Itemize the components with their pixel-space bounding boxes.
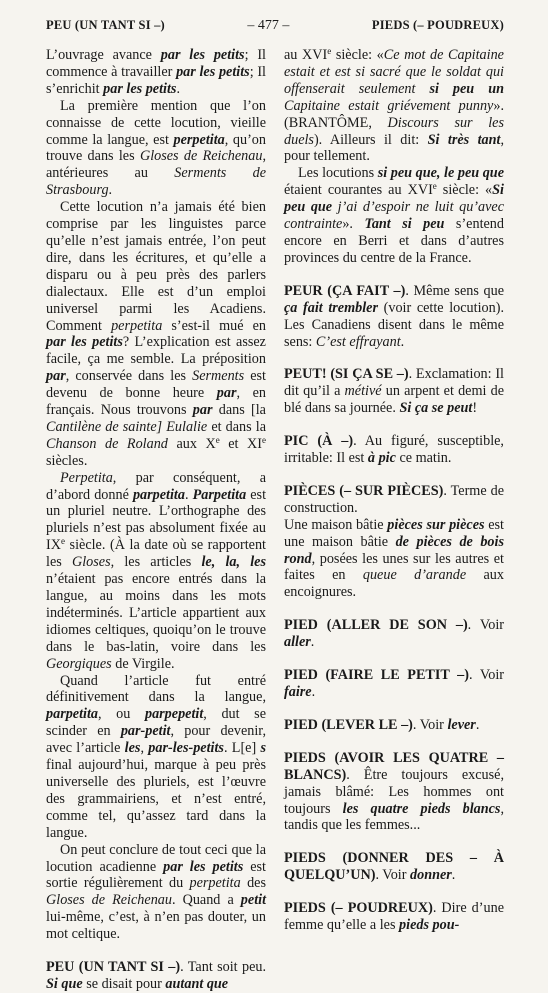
text-run: métivé <box>344 383 382 400</box>
header-left-entry: PEU (UN TANT SI –) <box>46 18 165 32</box>
text-run: par <box>46 368 66 385</box>
entry-headword: PIEDS (DONNER DES – À QUELQU’UN) <box>284 850 504 884</box>
paragraph-article <box>46 673 266 842</box>
entry-pied-faire <box>284 667 504 701</box>
entry-pieds-avoir <box>284 750 504 835</box>
text-run: ce matin. <box>395 450 452 467</box>
text-run: , pour tellement. <box>284 131 505 165</box>
text-run: faire <box>284 684 312 700</box>
text-run: siècle. (À la date où se rapportent les <box>46 537 266 571</box>
text-run: . <box>310 634 315 651</box>
text-run: Quand l’article fut entré définitivement dans la langue, <box>46 672 266 706</box>
text-run: par les petits <box>176 63 250 80</box>
text-run: ). Ailleurs il dit: <box>313 131 428 148</box>
text-run: , antérieures au <box>46 148 267 182</box>
text-run: j’ai d’espoir ne luit qu’avec contrainte <box>284 199 505 233</box>
right-column <box>284 47 504 934</box>
text-run: ; Il s’enrichit <box>46 63 266 97</box>
paragraph-explanation <box>46 199 266 470</box>
text-run: , qu’on trouve dans les <box>46 131 266 165</box>
text-run: un arpent et demi de blé dans sa journée. <box>284 383 504 417</box>
text-run: de Virgile. <box>111 655 175 672</box>
text-run: par-petit <box>120 723 171 740</box>
entry-pieds-donner <box>284 850 504 884</box>
text-run: autant que <box>165 975 229 992</box>
text-run: le, la, les <box>201 554 266 571</box>
paragraph-first-mention <box>46 98 266 199</box>
text-run: s’entend encore en Berri et dans d’autres provinces du centre de la France. <box>284 216 504 266</box>
text-run: si peu un <box>429 80 504 97</box>
entry-headword: PIC (À –) <box>284 433 354 450</box>
text-run: petit <box>240 892 267 909</box>
text-run: parpepetit <box>144 706 204 723</box>
entry-headword: PEU (UN TANT SI –) <box>46 959 181 976</box>
entry-pied-aller <box>284 617 504 651</box>
text-run: Gloses de Reichenau <box>139 148 263 165</box>
text-run: . Voir <box>412 716 448 733</box>
text-run: les quatre pieds blancs <box>342 800 501 817</box>
text-run: Si peu que <box>284 182 504 216</box>
paragraph-locutions <box>284 165 504 266</box>
text-run: ? L’explication est assez facile, ça me semble. La préposition <box>46 334 266 368</box>
entry-headword: PIED (LEVER LE –) <box>284 716 413 733</box>
text-run: . <box>451 867 456 884</box>
text-run: ! <box>472 400 478 417</box>
paragraph-examples <box>46 47 266 98</box>
entry-peut <box>284 366 504 417</box>
entry-pieces <box>284 483 504 517</box>
entry-headword: PIED (ALLER DE SON –) <box>284 617 468 634</box>
text-run: ». <box>342 216 365 233</box>
entry-peu-un-tant-si <box>46 959 266 993</box>
text-run: dans [la <box>212 402 266 419</box>
text-run: Perpetita <box>60 469 113 486</box>
text-run: perpetita <box>173 131 225 148</box>
text-run: , par conséquent, a d’abord donné <box>46 469 266 503</box>
text-run: . Au figuré, susceptible, irritable: Il est <box>284 433 504 467</box>
text-run: pièces sur pièces <box>387 516 485 533</box>
text-run: (voir cette locution). Les Canadiens disent dans le même sens: <box>284 299 504 350</box>
page-number: – 477 – <box>247 18 290 33</box>
text-run: C’est effrayant <box>315 333 401 350</box>
text-run: ». (BRANTÔME, <box>284 97 504 131</box>
text-run: Si ça se peut <box>399 400 473 417</box>
text-run: lever <box>447 716 476 733</box>
text-run: . Quand a <box>171 892 241 909</box>
paragraph-brantome <box>284 47 504 165</box>
text-run: des <box>240 875 266 892</box>
text-run: . Voir <box>375 867 410 884</box>
text-run: La première mention que l’on connaisse de cette locution, vieille comme la langue, est <box>46 97 266 148</box>
text-run: Si que <box>46 975 83 992</box>
text-run: final aujourd’hui, marque à peu près universelle des pluriels, est l’œuvre des grammairiens, et n’est entré, comme tel, qu’assez tard dans la langue. <box>46 757 266 841</box>
text-run: e <box>262 434 267 445</box>
text-run: . <box>176 80 180 97</box>
text-run: par les petits <box>103 80 177 97</box>
text-run: est devenu de bonne heure <box>46 368 266 402</box>
text-run: Serments de Strasbourg <box>46 165 267 199</box>
text-run: est un pluriel neutre. L’orthographe des pluriels n’est pas absolument fixée au IX <box>46 486 267 554</box>
text-run: . Voir <box>468 667 505 684</box>
text-run: Tant si peu <box>364 216 445 233</box>
text-run: Si très tant <box>427 131 501 148</box>
text-run: . L[e] <box>223 740 261 757</box>
text-run: , en français. Nous trouvons <box>46 385 266 419</box>
text-run: . Tant soit peu. <box>180 959 267 976</box>
text-run: de pièces de bois rond <box>284 533 504 567</box>
paragraph-conclusion <box>46 842 266 943</box>
text-run: e <box>215 434 220 445</box>
text-run: ; Il commence à travailler <box>46 47 266 80</box>
text-run: ça fait trembler <box>284 299 378 316</box>
text-run: aller <box>284 634 311 651</box>
text-run: donner <box>410 867 452 884</box>
text-run: et dans la <box>207 418 266 435</box>
text-run: . <box>311 684 316 700</box>
entry-headword: PIEDS (AVOIR LES QUATRE – BLANCS) <box>284 749 504 783</box>
text-run: , posées les unes sur les autres et faites en <box>284 550 504 584</box>
text-run: Ce mot de Capitaine estait et est si sacré que le soldat qui offenserait seulement <box>284 47 504 97</box>
text-run: e <box>432 181 437 192</box>
text-run: Les locutions <box>298 165 378 182</box>
text-run: Serments <box>192 368 245 385</box>
text-run: , ou <box>98 706 145 723</box>
text-run: Capitaine estait griévement punny <box>284 97 494 114</box>
text-run: L’ouvrage avance <box>46 47 161 63</box>
text-run: . Être toujours excusé, jamais blâmé: Les hommes ont toujours <box>284 766 504 817</box>
text-run: Georgiques <box>46 655 112 672</box>
entry-pieds-poudreux <box>284 900 504 934</box>
text-run: Gloses <box>71 554 111 571</box>
text-run: par <box>216 385 237 402</box>
entry-headword: PIÈCES (– SUR PIÈCES) <box>284 482 444 499</box>
text-run: . Exclamation: Il dit qu’il a <box>284 366 504 400</box>
text-run: , pour devenir, avec l’article <box>46 723 266 757</box>
text-run: , tandis que les femmes... <box>284 800 504 834</box>
running-header <box>46 18 504 36</box>
text-run: par les petits <box>160 47 245 63</box>
entry-headword: PEUT! (SI ÇA SE –) <box>284 366 409 383</box>
text-run: Cantilène de sainte] Eulalie <box>46 418 208 435</box>
entry-headword: PIED (FAIRE LE PETIT –) <box>284 667 469 684</box>
text-run: par <box>192 402 213 419</box>
text-run: Une maison bâtie <box>284 516 388 533</box>
text-run: par les petits <box>46 334 123 351</box>
text-run: . Voir <box>467 617 505 634</box>
entry-pic <box>284 433 504 467</box>
text-run: Gloses de Reichenau <box>46 892 172 909</box>
text-run: aux X <box>167 435 216 452</box>
text-run: pieds pou- <box>399 917 460 934</box>
header-right-entry: PIEDS (– POUDREUX) <box>371 18 504 32</box>
text-run: Discours sur les duels <box>284 114 504 148</box>
text-run: siècles. <box>46 452 88 469</box>
paragraph-perpetita <box>46 470 266 673</box>
text-run: , les articles <box>110 554 202 571</box>
text-run: siècle: « <box>331 47 384 63</box>
text-run: parpetita <box>46 706 99 723</box>
text-run: , conservée dans les <box>65 368 193 385</box>
entry-pied-lever <box>284 717 504 734</box>
text-run: au XVI <box>284 47 328 63</box>
text-run: queue d’arande <box>362 567 467 584</box>
text-run: siècle: « <box>436 182 493 199</box>
text-run: est sortie régulièrement du <box>46 858 266 892</box>
text-run: . <box>184 486 193 503</box>
entry-headword: PEUR (ÇA FAIT –) <box>284 282 406 299</box>
text-run: s <box>260 740 267 757</box>
text-run: les <box>124 740 141 757</box>
text-run: . Terme de construction. <box>284 482 504 516</box>
text-run: perpetita <box>111 317 163 334</box>
text-run: à pic <box>367 450 396 467</box>
text-run: par-les-petits <box>148 740 224 757</box>
text-run: . <box>400 333 405 350</box>
text-run: , <box>140 740 149 757</box>
text-run: s’est-il mué en <box>162 317 266 334</box>
text-run: perpetita <box>189 875 241 892</box>
text-run: et XI <box>219 435 263 452</box>
text-run: n’étaient pas encore entrés dans la langue, au moins dans les mots indéterminés. L’article appartient aux idiomes celtiques, quoiqu’on le trouve dans le bas-latin, voire dans les <box>46 571 266 655</box>
text-run: . <box>475 716 480 733</box>
entry-pieces-body <box>284 517 504 602</box>
text-run: On peut conclure de tout ceci que la locution acadienne <box>46 841 266 875</box>
text-run: parpetita <box>132 486 185 503</box>
text-run: . Dire d’une femme qu’elle a les <box>284 900 504 934</box>
text-run: Parpetita <box>192 486 247 503</box>
text-run: par les petits <box>163 858 244 875</box>
text-run: lui-même, c’est, à n’en pas douter, un mot celtique. <box>46 909 266 943</box>
text-run: si peu que, le peu que <box>377 165 504 182</box>
text-run: se disait pour <box>82 975 166 992</box>
text-run: est une maison bâtie <box>284 516 504 550</box>
text-run: Cette locution n’a jamais été bien comprise par les linguistes parce qu’elle n’est jamais entrée, l’on peut dire, dans les écritures, et qu’elle a disparu ou à peu près des parlers dialectaux. Elle est d’un emploi universel parmi les Acadiens. Comment <box>46 199 266 334</box>
text-run: , dut se scinder en <box>46 706 266 740</box>
text-run: Chanson de Roland <box>46 435 168 452</box>
text-run: aux encoignures. <box>284 567 504 601</box>
left-column <box>46 47 266 993</box>
text-run: . <box>108 182 113 199</box>
text-run: étaient courantes au XVI <box>284 182 433 199</box>
entry-headword: PIEDS (– POUDREUX) <box>284 900 433 917</box>
text-run: e <box>327 46 332 56</box>
entry-peur <box>284 283 504 351</box>
text-run: . Même sens que <box>405 282 504 299</box>
text-run: e <box>60 536 65 547</box>
